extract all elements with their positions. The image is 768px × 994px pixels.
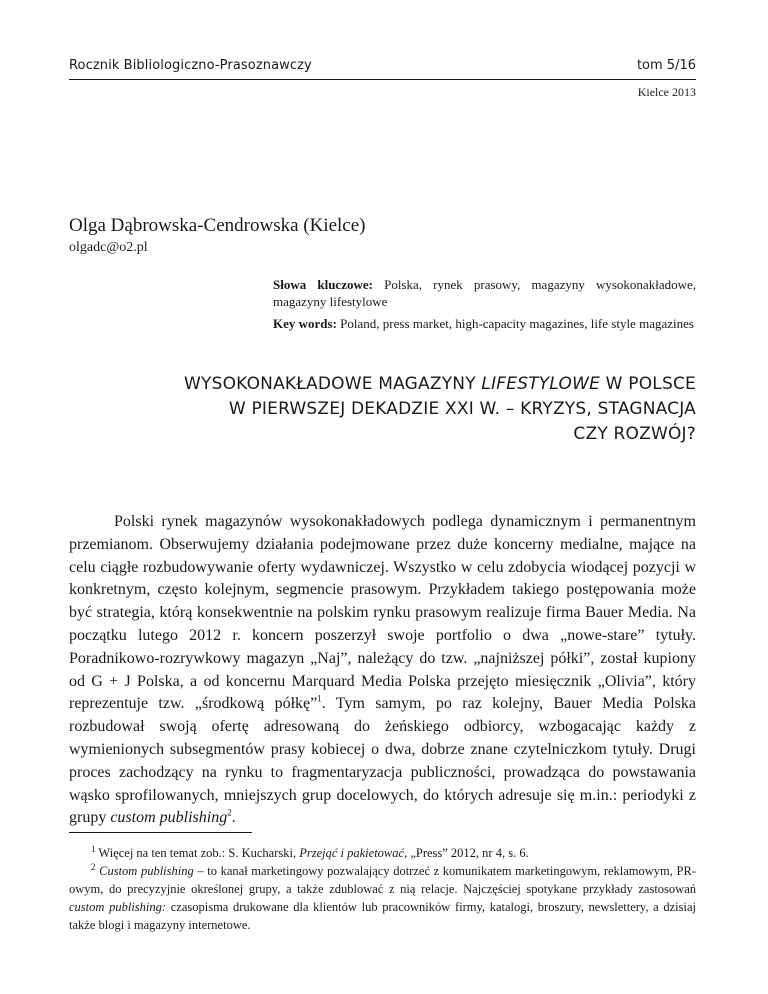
journal-name: Rocznik Bibliologiczno-Prasoznawczy [69,58,312,73]
title-line-1-italic: LIFESTYLOWE [481,374,601,394]
keywords-english-label: Key words: [273,316,337,331]
article-title [140,372,696,447]
footnote-ref-2: 2 [227,808,232,819]
footnote-2-number: 2 [91,861,96,872]
author-name: Olga Dąbrowska-Cendrowska (Kielce) [69,215,366,236]
header-rule [69,79,696,80]
title-line-1-end: W POLSCE [600,374,696,394]
footnote-1-number: 1 [91,843,96,854]
footnote-1 [69,844,696,862]
keywords-english [273,315,696,332]
footnote-2-text-b: czasopisma drukowane dla klientów lub pracowników firmy, katalogi, broszury, newslettery, a dzisiaj także blogi i magazyny internetowe. [69,900,697,932]
footnote-2-italic-2: custom publishing: [69,900,167,914]
title-line-1 [140,372,696,397]
footnote-1-italic: Przejąć i pakietować [299,846,405,860]
footnote-2-text-a: – to kanał marketingowy pozwalający dotrzeć z komunikatem marketingowym, reklamowym, PR-owym, do precyzyjnie określonej grupy, a także zdublować z nią relacje. Najczęściej spotykane przykłady zastosowań [69,864,696,896]
footnote-1-text-a: Więcej na ten temat zob.: S. Kucharski, [95,846,300,860]
place-year: Kielce 2013 [637,85,696,99]
author-email: olgadc@o2.pl [69,240,148,255]
footnote-2 [69,862,696,934]
footnote-1-text-b: , „Press” 2012, nr 4, s. 6. [404,846,529,860]
footnote-separator [69,832,252,833]
keywords-polish-text: Polska, rynek prasowy, magazyny wysokonakładowe, magazyny lifestylowe [273,277,696,309]
body-text-end: . [231,809,236,827]
title-line-3: CZY ROZWÓJ? [573,424,696,444]
footnote-ref-1: 1 [317,694,322,705]
body-italic-term: custom publishing [110,809,228,827]
footnote-2-italic-1: Custom publishing [95,864,194,878]
body-paragraph [69,511,696,830]
volume-number: tom 5/16 [636,58,696,73]
title-line-2: W PIERWSZEJ DEKADZIE XXI W. – KRYZYS, STAGNACJA [228,399,696,419]
body-text-part-1: Polski rynek magazynów wysokonakładowych podlega dynamicznym i permanentnym przemianom. Obserwujemy działania podejmowane przez duże koncerny medialne, mające na celu ciągłe rozbudowywanie oferty wydawniczej. Wszystko w celu zdobycia wiodącej pozycji w konkretnym, często kolejnym, segmencie prasowym. Przykładem takiego postępowania może być strategia, którą konsekwentnie na polskim rynku prasowym realizuje firma Bauer Media. Na początku lutego 2012 r. koncern poszerzył swoje portfolio o dwa „nowe-stare” tytuły. Poradnikowo-rozrywkowy magazyn „Naj”, należący do tzw. „najniższej półki”, został kupiony od G + J Polska, a od koncernu Marquard Media Polska przejęto miesięcznik „Olivia”, który reprezentuje tzw. „środkową półkę” [69,513,696,713]
title-line-1-start: WYSOKONAKŁADOWE MAGAZYNY [184,374,482,394]
keywords-english-text: Poland, press market, high-capacity magazines, life style magazines [336,316,694,331]
body-text-part-2: . Tym samym, po raz kolejny, Bauer Media Polska rozbudował swoją ofertę adresowaną do żeńskiego odbiorcy, wzbogacając każdy z wymienionych subsegmentów prasy kobiecej o dwa, dobrze znane czytelniczkom tytuły. Drugi proces zachodzący na rynku to fragmentaryzacja publiczności, prowadząca do powstawania wąsko sprofilowanych, mniejszych grup docelowych, do których adresuje się m.in.: periodyki z grupy [69,695,697,827]
keywords-polish [273,276,696,310]
keywords-polish-label: Słowa kluczowe: [273,277,373,292]
